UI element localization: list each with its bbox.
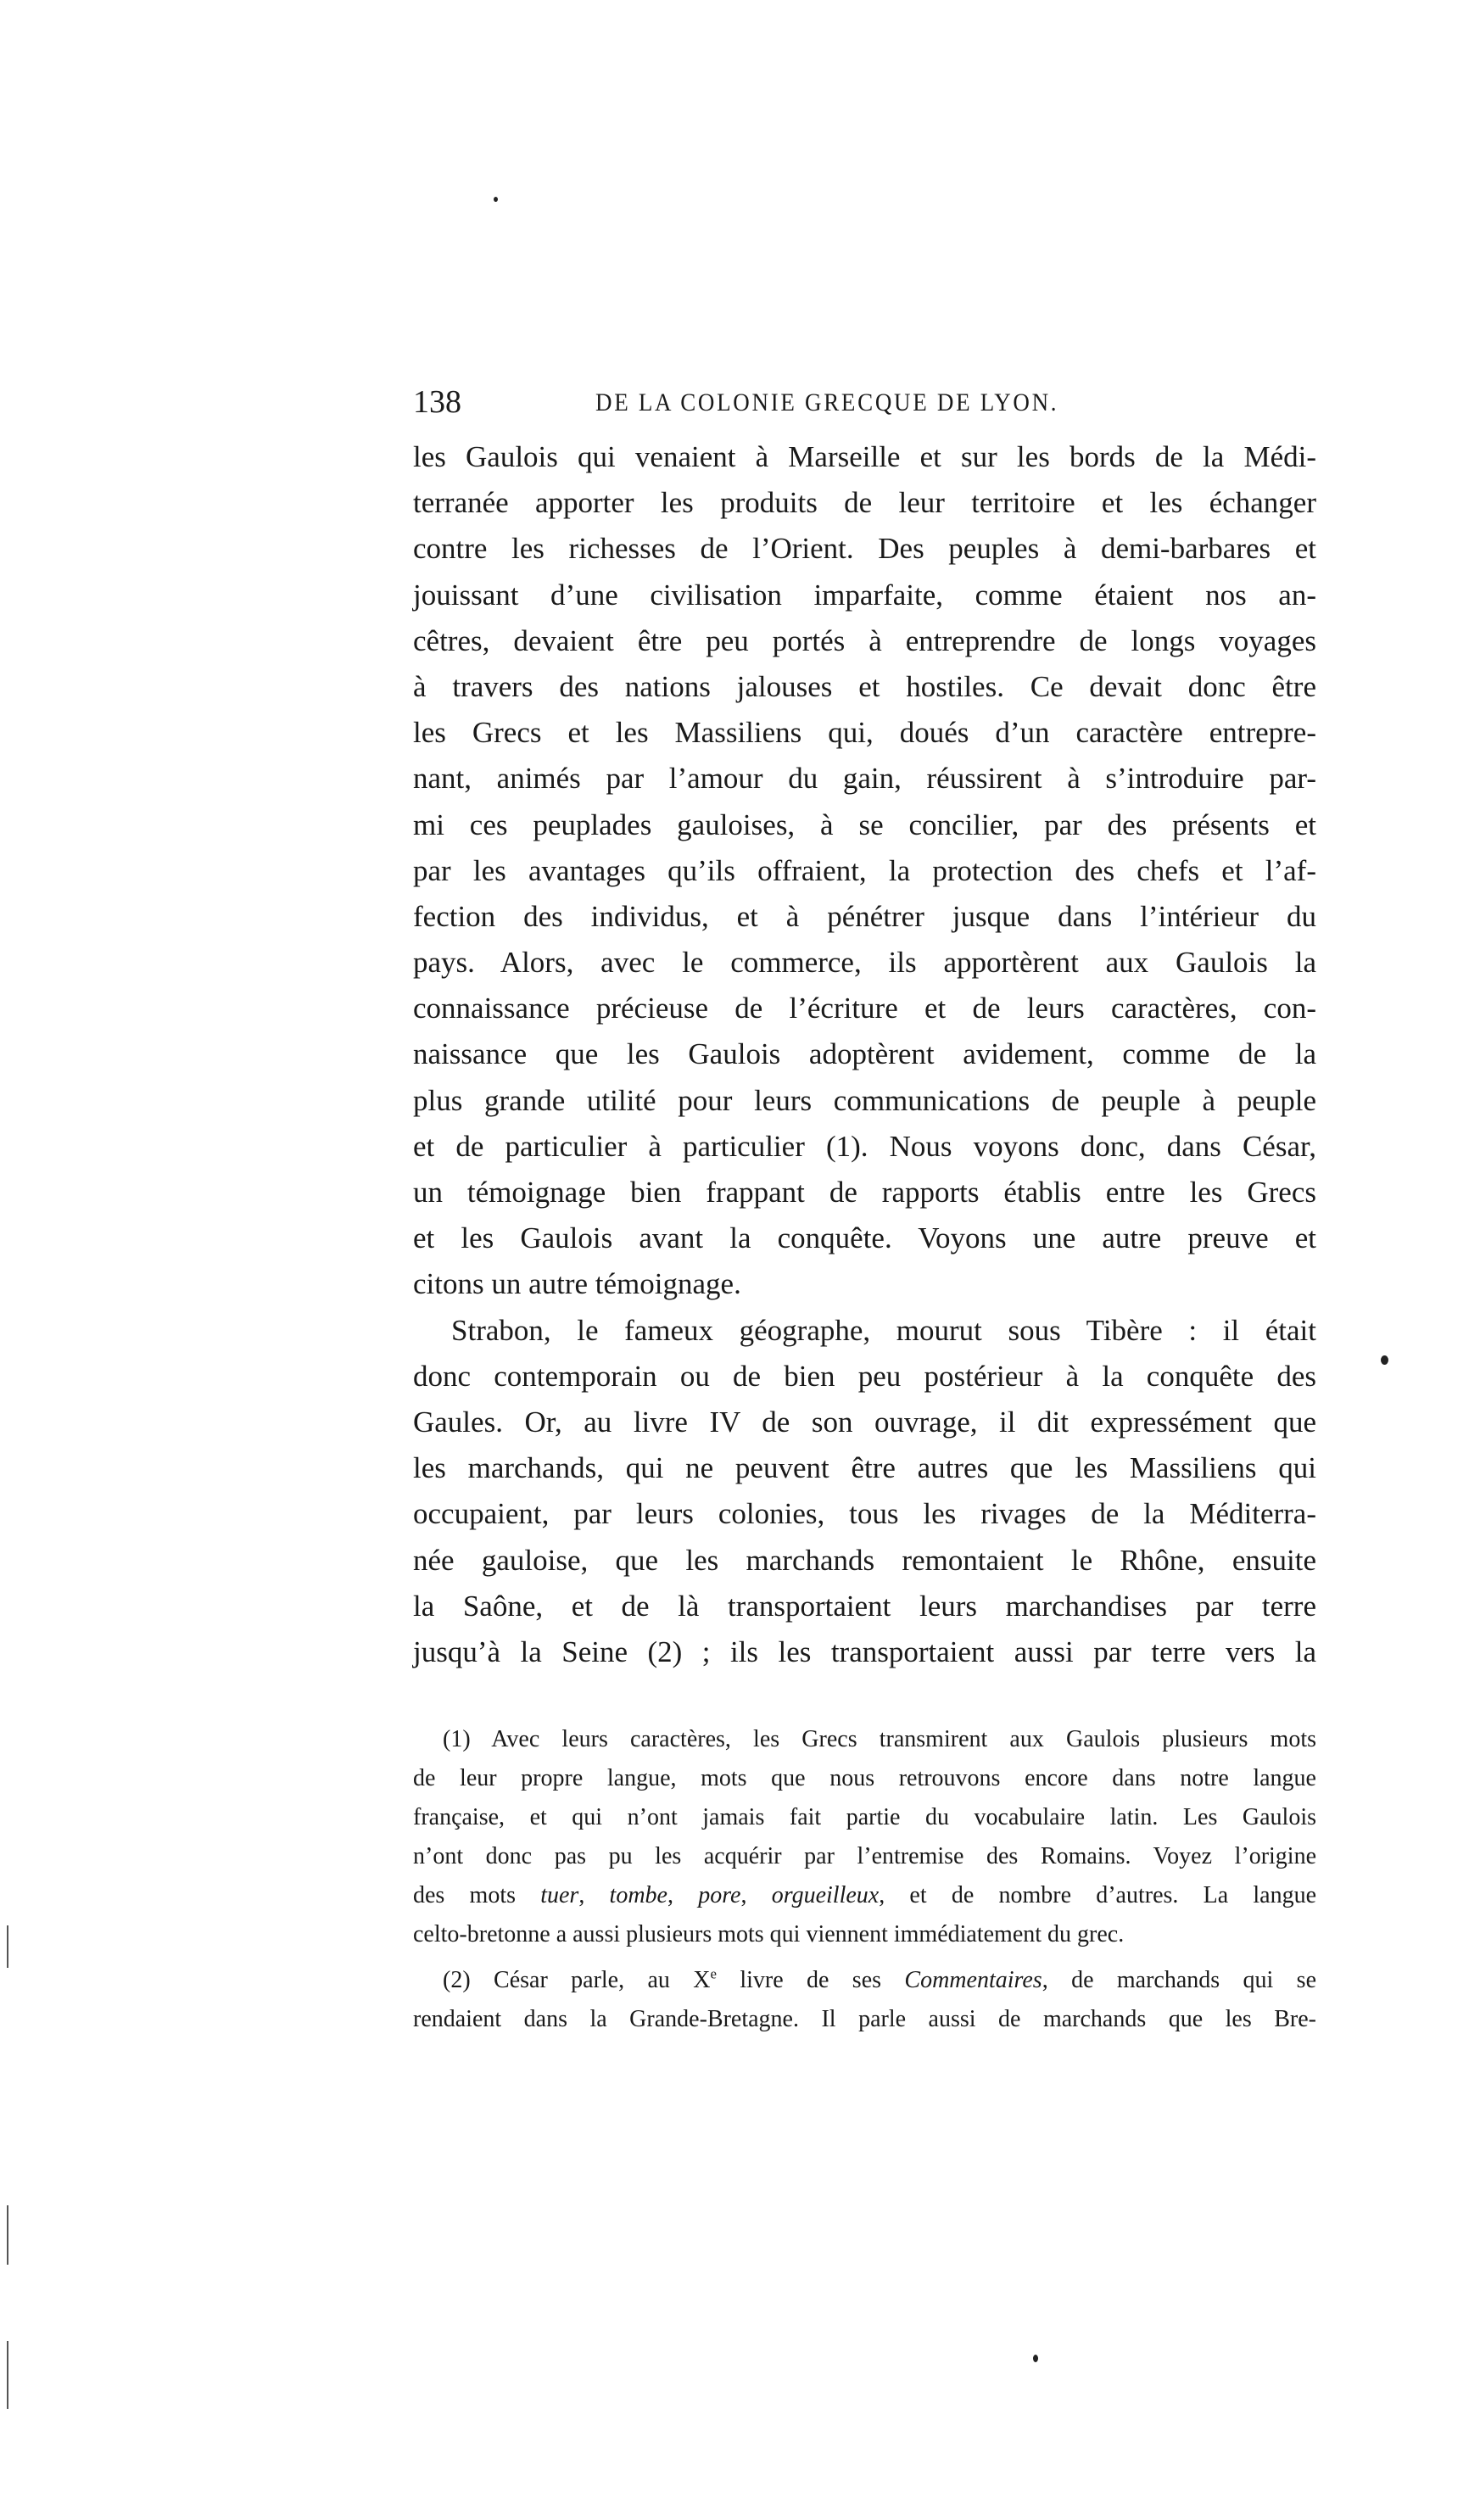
text-line: par les avantages qu’ils offraient, la protection des chefs et l’af-	[413, 853, 1316, 887]
text-line: citons un autre témoignage.	[413, 1267, 741, 1301]
footnote-line	[413, 1798, 1316, 1837]
text-line: la Saône, et de là transportaient leurs marchandises par terre	[413, 1589, 1316, 1623]
footnote-line	[413, 1720, 1316, 1759]
footnote-text: rendaient dans la Grande-Bretagne. Il parle aussi de marchands que les Bre-	[413, 2006, 1316, 2032]
text-line: occupaient, par leurs colonies, tous les rivages de la Méditerra-	[413, 1497, 1316, 1531]
footnote-line	[413, 1961, 1316, 2000]
italic-text: orgueilleux	[771, 1882, 880, 1908]
text-line: cêtres, devaient être peu portés à entreprendre de longs voyages	[413, 623, 1316, 657]
footnote-text: ,	[740, 1882, 772, 1908]
text-line: naissance que les Gaulois adoptèrent avidement, comme de la	[413, 1037, 1316, 1071]
text-line: plus grande utilité pour leurs communications de peuple à peuple	[413, 1083, 1316, 1117]
superscript: e	[710, 1965, 717, 1982]
text-line: à travers des nations jalouses et hostiles. Ce devait donc être	[413, 669, 1316, 703]
text-line: donc contemporain ou de bien peu postérieur à la conquête des	[413, 1359, 1316, 1393]
footnote-text: ,	[578, 1882, 610, 1908]
footnote-text: ,	[667, 1882, 699, 1908]
text-line: Strabon, le fameux géographe, mourut sous Tibère : il était	[451, 1313, 1316, 1347]
footnote-text: des mots	[413, 1882, 541, 1908]
text-line: fection des individus, et à pénétrer jusque dans l’intérieur du	[413, 899, 1316, 933]
text-line: un témoignage bien frappant de rapports établis entre les Grecs	[413, 1176, 1316, 1209]
text-line: connaissance précieuse de l’écriture et de leurs caractères, con-	[413, 992, 1316, 1025]
footnote-line	[413, 1759, 1316, 1798]
text-line: mi ces peuplades gauloises, à se concilier, par des présents et	[413, 807, 1316, 841]
italic-text: tombe	[609, 1882, 667, 1908]
text-line: pays. Alors, avec le commerce, ils apportèrent aux Gaulois la	[413, 946, 1316, 980]
text-line: les Grecs et les Massiliens qui, doués d’un caractère entrepre-	[413, 716, 1316, 750]
footnote-text: n’ont donc pas pu les acquérir par l’entremise des Romains. Voyez l’origine	[413, 1843, 1316, 1869]
footnote-line	[413, 1876, 1316, 1915]
text-line: et de particulier à particulier (1). Nous voyons donc, dans César,	[413, 1129, 1316, 1163]
footnote-text: , et de nombre d’autres. La langue	[879, 1882, 1317, 1908]
footnote-text: livre de ses	[716, 1967, 905, 1993]
text-line: jouissant d’une civilisation imparfaite, comme étaient nos an-	[413, 578, 1316, 612]
footnotes	[413, 1720, 1316, 2039]
text-line: née gauloise, que les marchands remontaient le Rhône, ensuite	[413, 1543, 1316, 1577]
scan-speck	[494, 197, 498, 202]
scan-speck	[1033, 2355, 1038, 2362]
italic-text: Commentaires	[904, 1967, 1042, 1993]
running-title: DE LA COLONIE GRECQUE DE LYON.	[595, 388, 1059, 416]
main-text	[413, 434, 1316, 1675]
footnote-text: française, et qui n’ont jamais fait partie du vocabulaire latin. Les Gaulois	[413, 1804, 1316, 1830]
footnote-line	[413, 1915, 1316, 1954]
text-line: et les Gaulois avant la conquête. Voyons une autre preuve et	[413, 1221, 1316, 1255]
footnote-line	[413, 2000, 1316, 2039]
footnote-text: de leur propre langue, mots que nous retrouvons encore dans notre langue	[413, 1765, 1316, 1791]
scan-edge-mark	[7, 2341, 8, 2409]
scan-edge-mark	[7, 1925, 8, 1968]
italic-text: tuer	[540, 1882, 579, 1908]
footnote-text: (2) César parle, au X	[443, 1967, 711, 1993]
text-line: Gaules. Or, au livre IV de son ouvrage, il dit expressément que	[413, 1405, 1316, 1439]
scan-edge-mark	[7, 2205, 8, 2265]
running-header	[413, 383, 1316, 426]
italic-text: pore	[698, 1882, 741, 1908]
text-line: les Gaulois qui venaient à Marseille et sur les bords de la Médi-	[413, 440, 1316, 473]
footnote-line	[413, 1837, 1316, 1876]
text-line: nant, animés par l’amour du gain, réussirent à s’introduire par-	[413, 762, 1316, 796]
footnote-text: , de marchands qui se	[1042, 1967, 1316, 1993]
text-line: terranée apporter les produits de leur territoire et les échanger	[413, 486, 1316, 520]
text-line: les marchands, qui ne peuvent être autres que les Massiliens qui	[413, 1451, 1316, 1485]
footnote-text: celto-bretonne a aussi plusieurs mots qui viennent immédiatement du grec.	[413, 1921, 1125, 1947]
scan-speck	[1381, 1355, 1388, 1365]
text-line: contre les richesses de l’Orient. Des peuples à demi-barbares et	[413, 532, 1316, 566]
footnote-text: (1) Avec leurs caractères, les Grecs transmirent aux Gaulois plusieurs mots	[443, 1726, 1316, 1752]
page-number: 138	[413, 384, 461, 420]
text-line: jusqu’à la Seine (2) ; ils les transportaient aussi par terre vers la	[413, 1634, 1316, 1668]
